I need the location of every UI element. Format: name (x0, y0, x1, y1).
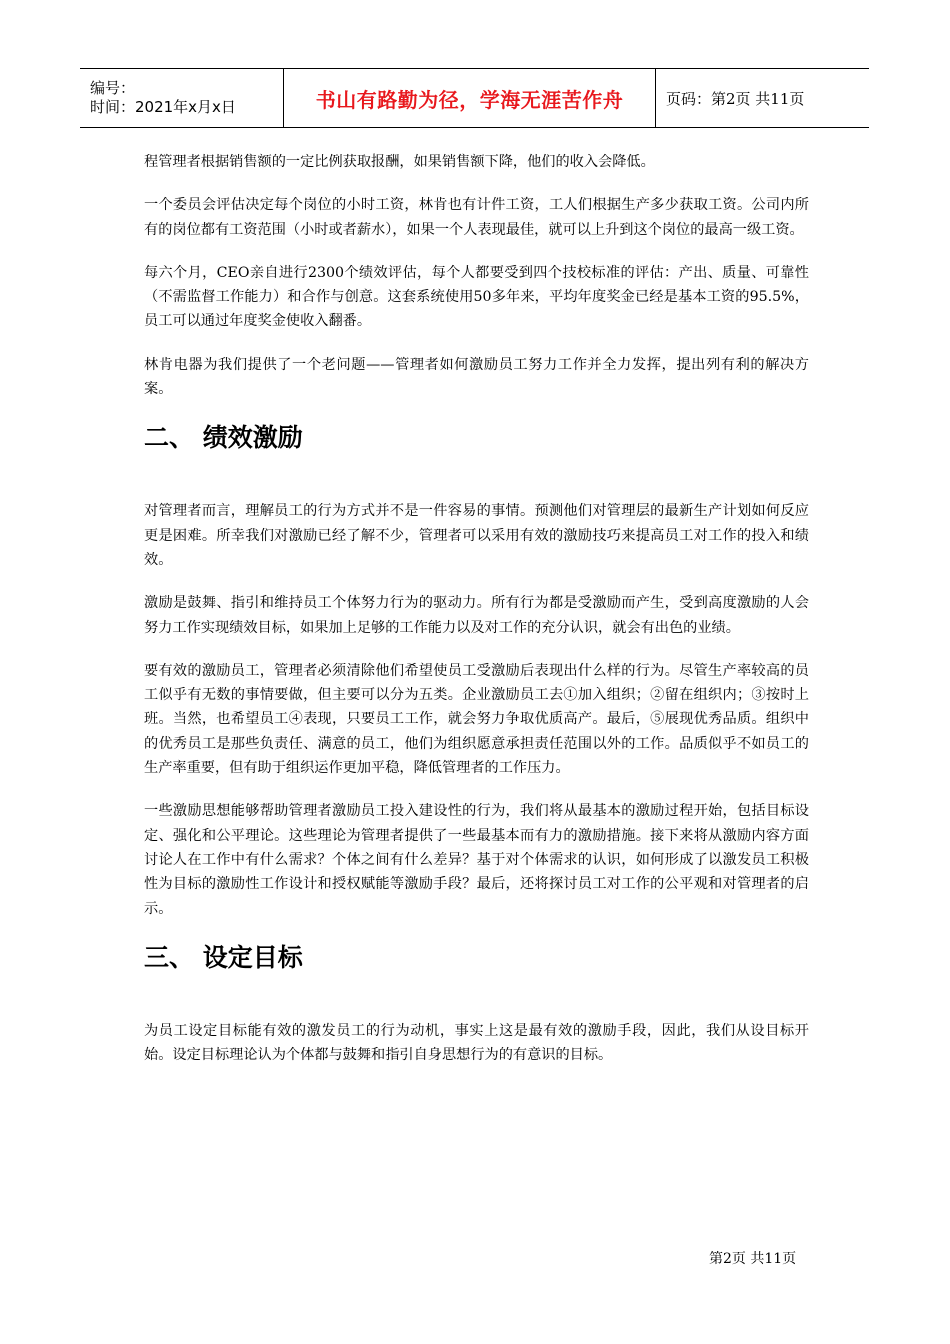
header-page-number: 页码：第2页 共11页 (666, 89, 805, 108)
document-number: 编号： (90, 79, 136, 97)
paragraph: 一些激励思想能够帮助管理者激励员工投入建设性的行为，我们将从最基本的激励过程开始，包括目标设定、强化和公平理论。这些理论为管理者提供了一些最基本而有力的激励措施。接下来将从激励内容方面讨论人在工作中有什么需求？个体之间有什么差异？基于对个体需求的认识，如何形成了以激发员工积极性为目标的激励性工作设计和授权赋能等激励手段？最后，还将探讨员工对工作的公平观和对管理者的启示。 (144, 803, 809, 917)
paragraph: 每六个月，CEO亲自进行2300个绩效评估，每个人都要受到四个技校标准的评估：产出、质量、可靠性（不需监督工作能力）和合作与创意。这套系统使用50多年来，平均年度奖金已经是基本工资的95.5%，员工可以通过年度奖金使收入翻番。 (144, 264, 809, 330)
paragraph: 一个委员会评估决定每个岗位的小时工资，林肯也有计件工资，工人们根据生产多少获取工资。公司内所有的岗位都有工资范围（小时或者薪水），如果一个人表现最佳，就可以上升到这个岗位的最高一级工资。 (144, 197, 809, 238)
header-meta (80, 69, 283, 127)
document-body (144, 150, 809, 1086)
paragraph: 程管理者根据销售额的一定比例获取报酬，如果销售额下降，他们的收入会降低。 (144, 154, 655, 170)
paragraph: 为员工设定目标能有效的激发员工的行为动机，事实上这是最有效的激励手段，因此，我们从设目标开始。设定目标理论认为个体都与鼓舞和指引自身思想行为的有意识的目标。 (144, 1022, 809, 1064)
section-heading-goal-setting: 三、 设定目标 (144, 942, 303, 972)
paragraph: 激励是鼓舞、指引和维持员工个体努力行为的驱动力。所有行为都是受激励而产生，受到高度激励的人会努力工作实现绩效目标，如果加上足够的工作能力以及对工作的充分认识，就会有出色的业绩。 (144, 595, 809, 636)
paragraph: 对管理者而言，理解员工的行为方式并不是一件容易的事情。预测他们对管理层的最新生产计划如何反应更是困难。所幸我们对激励已经了解不少，管理者可以采用有效的激励技巧来提高员工对工作的投入和绩效。 (144, 503, 809, 568)
paragraph: 林肯电器为我们提供了一个老问题——管理者如何激励员工努力工作并全力发挥，提出列有利的解决方案。 (144, 356, 809, 398)
page-footer: 第2页 共11页 (709, 1251, 797, 1267)
header-motto-cell (283, 69, 656, 127)
header-motto: 书山有路勤为径，学海无涯苦作舟 (315, 87, 624, 112)
document-date: 时间：2021年x月x日 (90, 98, 236, 116)
paragraph: 要有效的激励员工，管理者必须清除他们希望使员工受激励后表现出什么样的行为。尽管生产率较高的员工似乎有无数的事情要做，但主要可以分为五类。企业激励员工去①加入组织；②留在组织内；③按时上班。当然，也希望员工④表现，只要员工工作，就会努力争取优质高产。最后，⑤展现优秀品质。组织中的优秀员工是那些负责任、满意的员工，他们为组织愿意承担责任范围以外的工作。品质似乎不如员工的生产率重要，但有助于组织运作更加平稳，降低管理者的工作压力。 (144, 662, 809, 777)
page-header (80, 68, 869, 128)
section-heading-performance-incentive: 二、 绩效激励 (144, 423, 303, 453)
